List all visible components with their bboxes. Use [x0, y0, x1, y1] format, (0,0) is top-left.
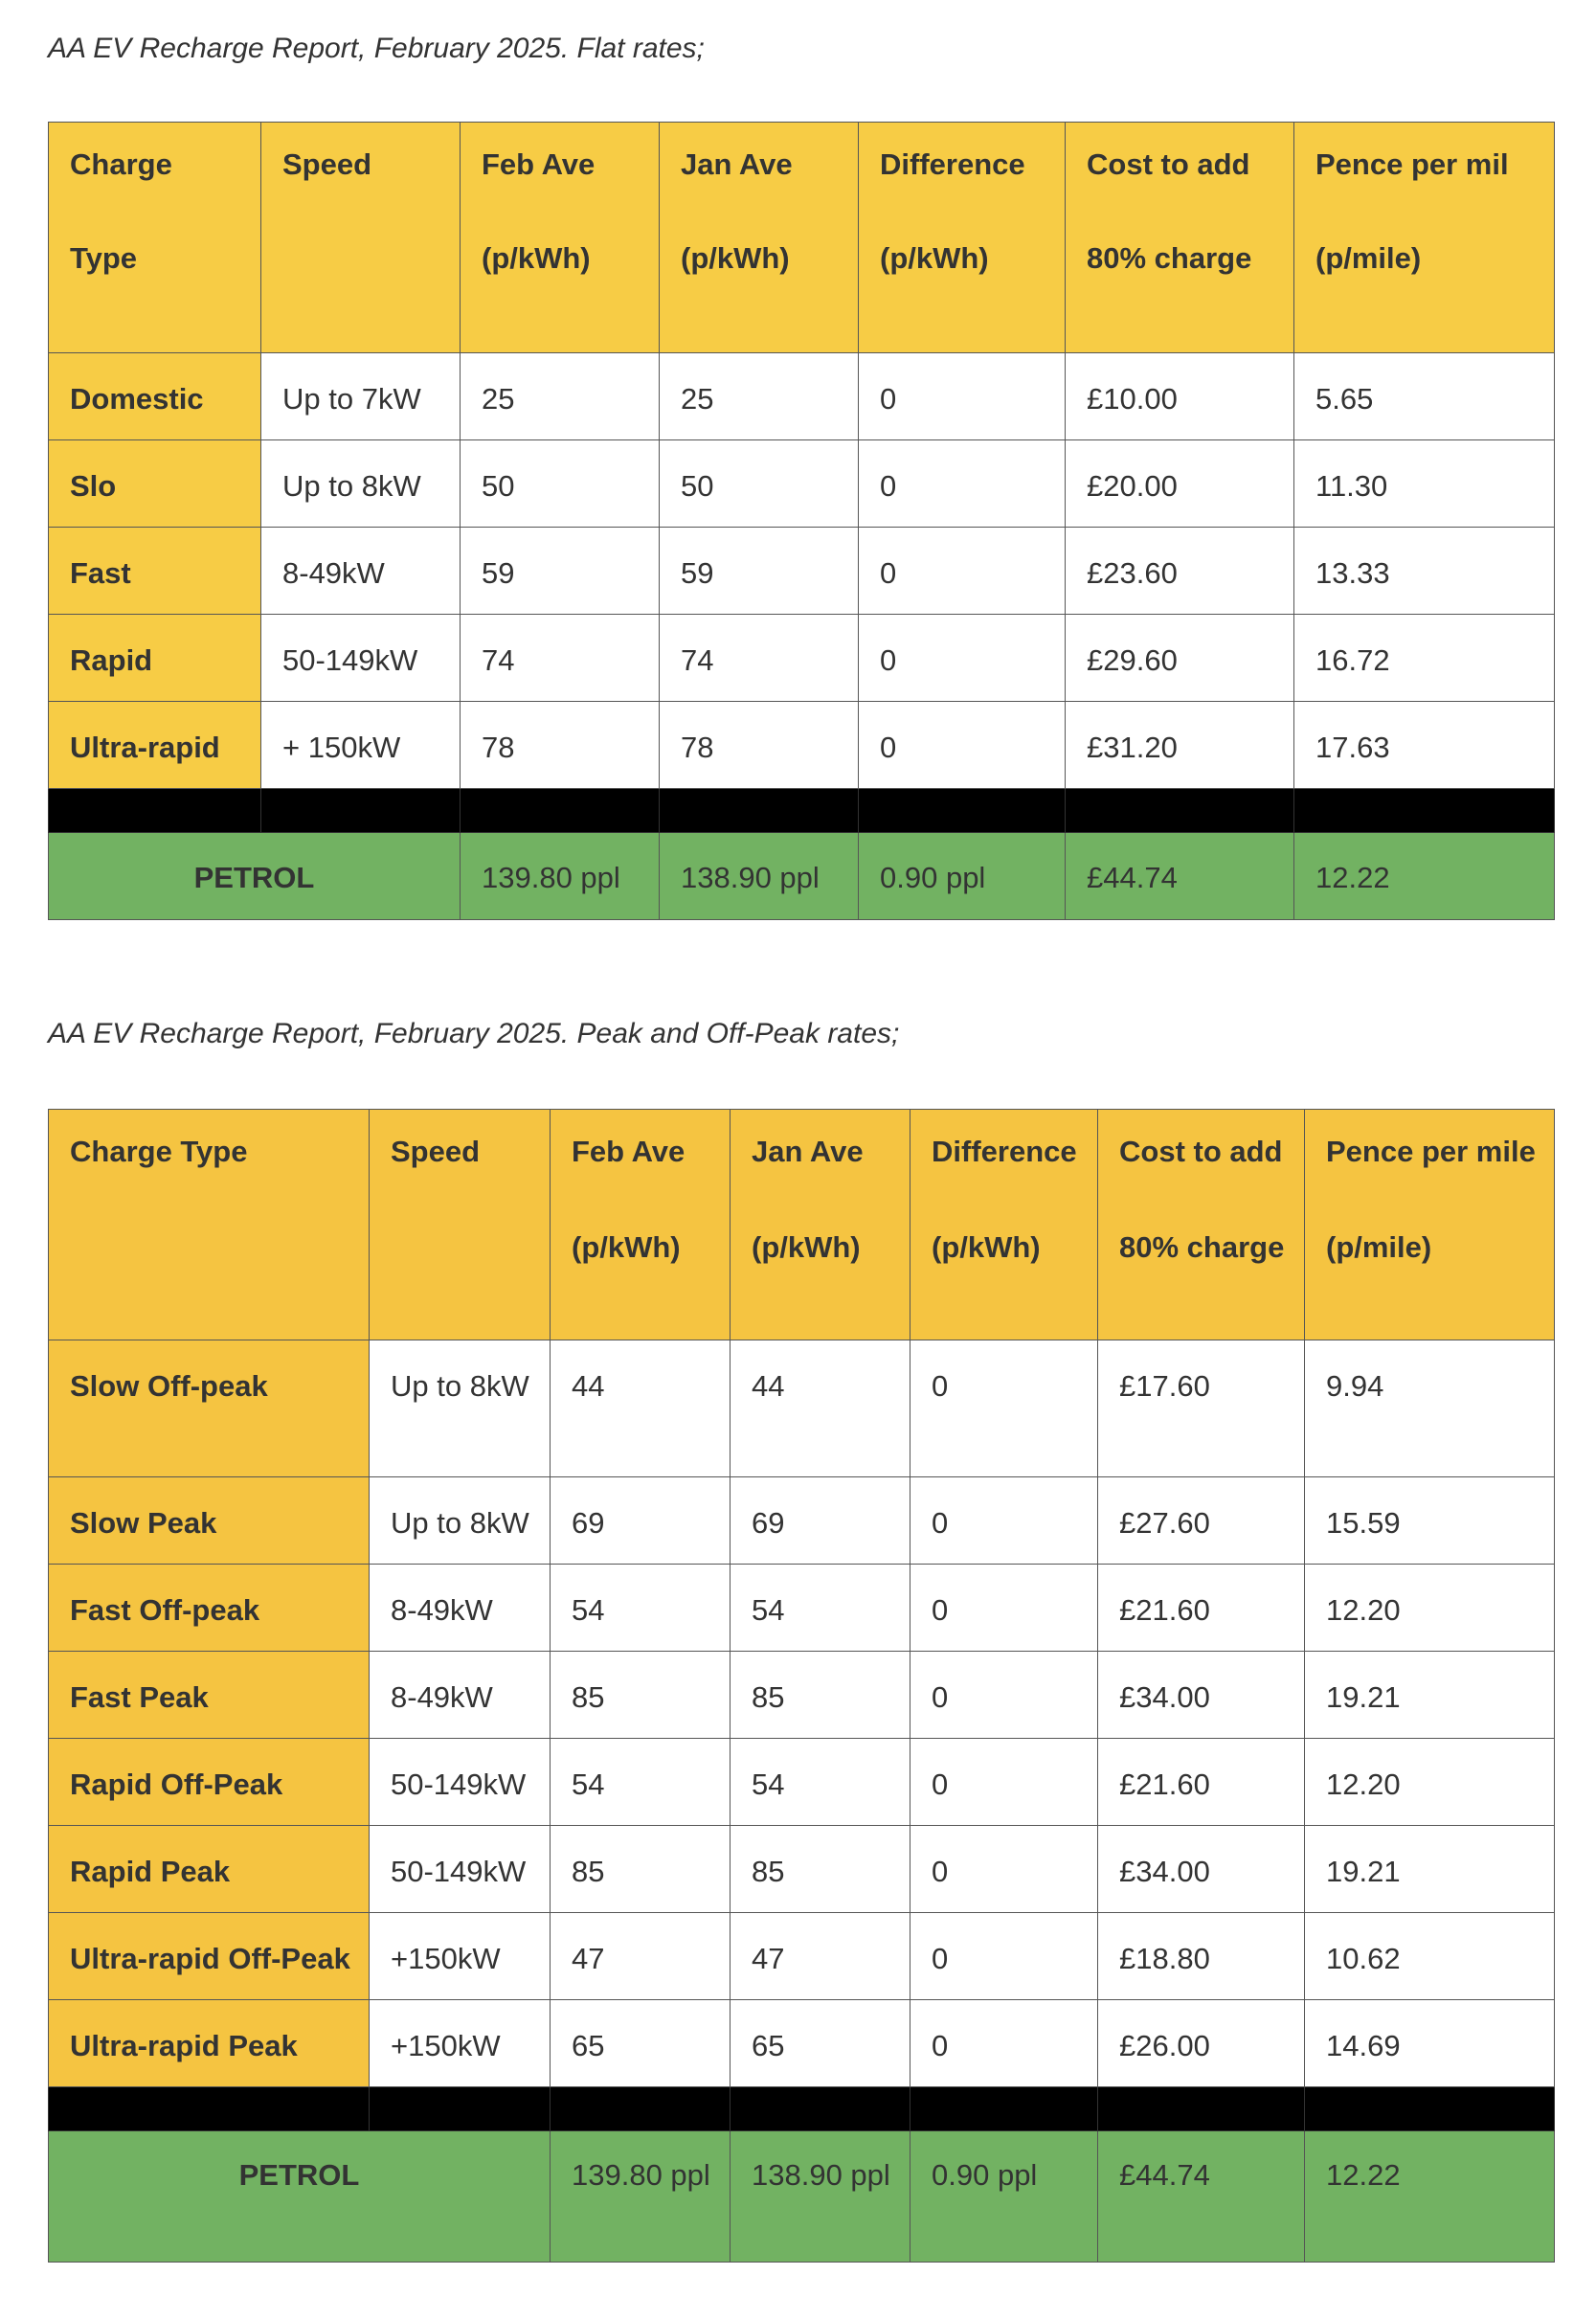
cost-cell: £10.00 [1066, 353, 1294, 440]
table-row [49, 1913, 1555, 2000]
petrol-label: PETROL [49, 833, 461, 920]
separator-row [49, 789, 1555, 833]
jan-ave-cell: 85 [731, 1826, 910, 1913]
charge-type-cell: Slo [49, 440, 261, 528]
table-row [49, 1739, 1555, 1826]
pence-per-mile-cell: 19.21 [1305, 1826, 1555, 1913]
jan-ave-cell: 59 [660, 528, 859, 615]
jan-ave-cell: 47 [731, 1913, 910, 2000]
jan-ave-cell: 85 [731, 1652, 910, 1739]
feb-ave-cell: 25 [461, 353, 660, 440]
speed-cell: 50-149kW [370, 1739, 551, 1826]
column-header-charge-type: Charge Type [49, 1110, 370, 1340]
petrol-jan-ave: 138.90 ppl [660, 833, 859, 920]
column-header-pence-per-mile: Pence per mile (p/mile) [1305, 1110, 1555, 1340]
pence-per-mile-cell: 14.69 [1305, 2000, 1555, 2087]
cost-cell: £27.60 [1098, 1477, 1305, 1565]
table-row [49, 2000, 1555, 2087]
speed-cell: 8-49kW [261, 528, 461, 615]
column-header-difference: Difference (p/kWh) [910, 1110, 1098, 1340]
pence-per-mile-cell: 5.65 [1294, 353, 1555, 440]
difference-cell: 0 [910, 1739, 1098, 1826]
feb-ave-cell: 85 [551, 1652, 731, 1739]
pence-per-mile-cell: 15.59 [1305, 1477, 1555, 1565]
charge-type-cell: Domestic [49, 353, 261, 440]
difference-cell: 0 [859, 440, 1066, 528]
column-header-cost: Cost to add 80% charge [1066, 123, 1294, 353]
petrol-pence-per-mile: 12.22 [1305, 2131, 1555, 2263]
charge-type-cell: Ultra-rapid Peak [49, 2000, 370, 2087]
jan-ave-cell: 54 [731, 1565, 910, 1652]
column-header-cost: Cost to add 80% charge [1098, 1110, 1305, 1340]
difference-cell: 0 [859, 702, 1066, 789]
charge-type-cell: Fast Peak [49, 1652, 370, 1739]
table-row [49, 1565, 1555, 1652]
feb-ave-cell: 74 [461, 615, 660, 702]
charge-type-cell: Slow Peak [49, 1477, 370, 1565]
jan-ave-cell: 65 [731, 2000, 910, 2087]
difference-cell: 0 [910, 1826, 1098, 1913]
cost-cell: £29.60 [1066, 615, 1294, 702]
column-header-jan-ave: Jan Ave (p/kWh) [660, 123, 859, 353]
feb-ave-cell: 50 [461, 440, 660, 528]
cost-cell: £26.00 [1098, 2000, 1305, 2087]
charge-type-cell: Ultra-rapid [49, 702, 261, 789]
difference-cell: 0 [859, 528, 1066, 615]
petrol-difference: 0.90 ppl [859, 833, 1066, 920]
jan-ave-cell: 78 [660, 702, 859, 789]
petrol-difference: 0.90 ppl [910, 2131, 1098, 2263]
pence-per-mile-cell: 9.94 [1305, 1340, 1555, 1477]
table-header-row [49, 1110, 1555, 1340]
speed-cell: + 150kW [261, 702, 461, 789]
table-row [49, 440, 1555, 528]
feb-ave-cell: 85 [551, 1826, 731, 1913]
feb-ave-cell: 47 [551, 1913, 731, 2000]
jan-ave-cell: 54 [731, 1739, 910, 1826]
table-row [49, 528, 1555, 615]
cost-cell: £31.20 [1066, 702, 1294, 789]
speed-cell: Up to 8kW [370, 1340, 551, 1477]
jan-ave-cell: 50 [660, 440, 859, 528]
jan-ave-cell: 74 [660, 615, 859, 702]
difference-cell: 0 [910, 1652, 1098, 1739]
feb-ave-cell: 78 [461, 702, 660, 789]
table-row [49, 353, 1555, 440]
feb-ave-cell: 54 [551, 1739, 731, 1826]
charge-type-cell: Rapid [49, 615, 261, 702]
cost-cell: £21.60 [1098, 1565, 1305, 1652]
column-header-charge-type: Charge Type [49, 123, 261, 353]
jan-ave-cell: 25 [660, 353, 859, 440]
cost-cell: £17.60 [1098, 1340, 1305, 1477]
table-row [49, 1477, 1555, 1565]
speed-cell: Up to 8kW [261, 440, 461, 528]
table-row [49, 615, 1555, 702]
column-header-pence-per-mile: Pence per mil (p/mile) [1294, 123, 1555, 353]
cost-cell: £34.00 [1098, 1652, 1305, 1739]
table-row [49, 1826, 1555, 1913]
cost-cell: £34.00 [1098, 1826, 1305, 1913]
petrol-row [49, 833, 1555, 920]
feb-ave-cell: 54 [551, 1565, 731, 1652]
petrol-jan-ave: 138.90 ppl [731, 2131, 910, 2263]
pence-per-mile-cell: 13.33 [1294, 528, 1555, 615]
cost-cell: £21.60 [1098, 1739, 1305, 1826]
charge-type-cell: Ultra-rapid Off-Peak [49, 1913, 370, 2000]
column-header-feb-ave: Feb Ave (p/kWh) [461, 123, 660, 353]
peak-offpeak-caption: AA EV Recharge Report, February 2025. Peak and Off-Peak rates; [48, 1018, 900, 1049]
speed-cell: +150kW [370, 2000, 551, 2087]
pence-per-mile-cell: 12.20 [1305, 1565, 1555, 1652]
table-header-row [49, 123, 1555, 353]
pence-per-mile-cell: 12.20 [1305, 1739, 1555, 1826]
speed-cell: 8-49kW [370, 1652, 551, 1739]
pence-per-mile-cell: 16.72 [1294, 615, 1555, 702]
speed-cell: +150kW [370, 1913, 551, 2000]
feb-ave-cell: 59 [461, 528, 660, 615]
charge-type-cell: Rapid Off-Peak [49, 1739, 370, 1826]
difference-cell: 0 [859, 353, 1066, 440]
difference-cell: 0 [910, 1477, 1098, 1565]
difference-cell: 0 [859, 615, 1066, 702]
difference-cell: 0 [910, 1913, 1098, 2000]
table-row [49, 1652, 1555, 1739]
charge-type-cell: Fast Off-peak [49, 1565, 370, 1652]
difference-cell: 0 [910, 2000, 1098, 2087]
cost-cell: £18.80 [1098, 1913, 1305, 2000]
table-row [49, 702, 1555, 789]
pence-per-mile-cell: 17.63 [1294, 702, 1555, 789]
petrol-row [49, 2131, 1555, 2263]
petrol-feb-ave: 139.80 ppl [551, 2131, 731, 2263]
charge-type-cell: Slow Off-peak [49, 1340, 370, 1477]
pence-per-mile-cell: 11.30 [1294, 440, 1555, 528]
petrol-cost: £44.74 [1098, 2131, 1305, 2263]
column-header-feb-ave: Feb Ave (p/kWh) [551, 1110, 731, 1340]
speed-cell: Up to 7kW [261, 353, 461, 440]
difference-cell: 0 [910, 1340, 1098, 1477]
column-header-jan-ave: Jan Ave (p/kWh) [731, 1110, 910, 1340]
column-header-speed: Speed [261, 123, 461, 353]
petrol-cost: £44.74 [1066, 833, 1294, 920]
cost-cell: £23.60 [1066, 528, 1294, 615]
cost-cell: £20.00 [1066, 440, 1294, 528]
pence-per-mile-cell: 19.21 [1305, 1652, 1555, 1739]
feb-ave-cell: 65 [551, 2000, 731, 2087]
petrol-label: PETROL [49, 2131, 551, 2263]
table-row [49, 1340, 1555, 1477]
petrol-pence-per-mile: 12.22 [1294, 833, 1555, 920]
charge-type-cell: Rapid Peak [49, 1826, 370, 1913]
jan-ave-cell: 44 [731, 1340, 910, 1477]
flat-rates-caption: AA EV Recharge Report, February 2025. Flat rates; [48, 33, 705, 64]
peak-offpeak-table [48, 1109, 1555, 2263]
petrol-feb-ave: 139.80 ppl [461, 833, 660, 920]
speed-cell: Up to 8kW [370, 1477, 551, 1565]
separator-row [49, 2087, 1555, 2131]
feb-ave-cell: 44 [551, 1340, 731, 1477]
flat-rates-table [48, 122, 1555, 920]
jan-ave-cell: 69 [731, 1477, 910, 1565]
feb-ave-cell: 69 [551, 1477, 731, 1565]
speed-cell: 8-49kW [370, 1565, 551, 1652]
pence-per-mile-cell: 10.62 [1305, 1913, 1555, 2000]
difference-cell: 0 [910, 1565, 1098, 1652]
column-header-difference: Difference (p/kWh) [859, 123, 1066, 353]
speed-cell: 50-149kW [370, 1826, 551, 1913]
column-header-speed: Speed [370, 1110, 551, 1340]
charge-type-cell: Fast [49, 528, 261, 615]
speed-cell: 50-149kW [261, 615, 461, 702]
